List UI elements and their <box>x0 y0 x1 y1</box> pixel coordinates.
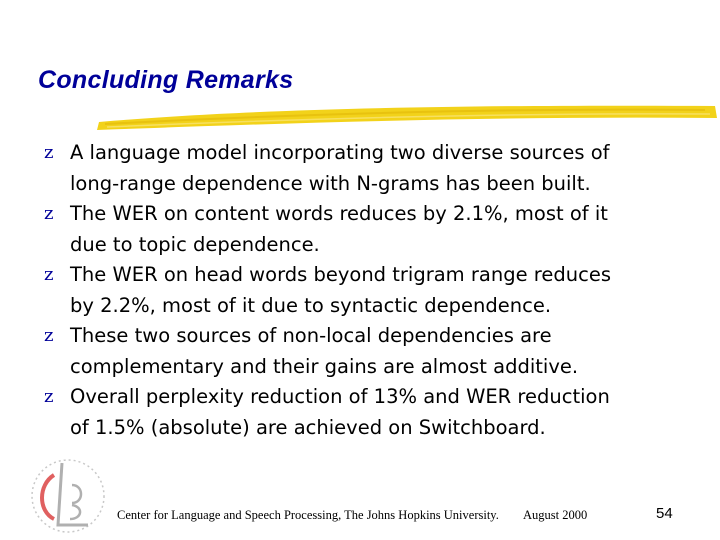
bullet-text-line1: These two sources of non-local dependencies are <box>70 324 552 347</box>
bullet-item <box>44 321 704 382</box>
bullet-text-line2: of 1.5% (absolute) are achieved on Switchboard. <box>70 415 546 439</box>
footer-institution: Center for Language and Speech Processing, The Johns Hopkins University. <box>117 508 499 522</box>
page-number: 54 <box>656 505 673 522</box>
bullet-icon: z <box>44 264 54 285</box>
bullet-icon: z <box>44 203 54 224</box>
bullet-text-line2: long-range dependence with N-grams has been built. <box>70 171 591 195</box>
bullet-item <box>44 260 704 321</box>
slide-title: Concluding Remarks <box>38 66 294 94</box>
bullet-icon: z <box>44 325 54 346</box>
bullet-text-line1: The WER on head words beyond trigram range reduces <box>70 263 611 286</box>
bullet-text-line2: due to topic dependence. <box>70 232 320 256</box>
bullet-list <box>44 138 704 443</box>
footer-date: August 2000 <box>523 508 588 522</box>
bullet-icon: z <box>44 386 54 407</box>
bullet-text-line2: complementary and their gains are almost additive. <box>70 354 579 378</box>
title-underline-stroke <box>95 100 720 132</box>
bullet-item <box>44 199 704 260</box>
bullet-item <box>44 382 704 443</box>
bullet-icon: z <box>44 142 54 163</box>
clsp-logo-icon <box>28 455 108 537</box>
bullet-text-line2: by 2.2%, most of it due to syntactic dependence. <box>70 293 552 317</box>
bullet-item <box>44 138 704 199</box>
bullet-text-line1: Overall perplexity reduction of 13% and WER reduction <box>70 385 610 408</box>
bullet-text-line1: The WER on content words reduces by 2.1%, most of it <box>70 202 608 225</box>
bullet-text-line1: A language model incorporating two diverse sources of <box>70 141 610 164</box>
